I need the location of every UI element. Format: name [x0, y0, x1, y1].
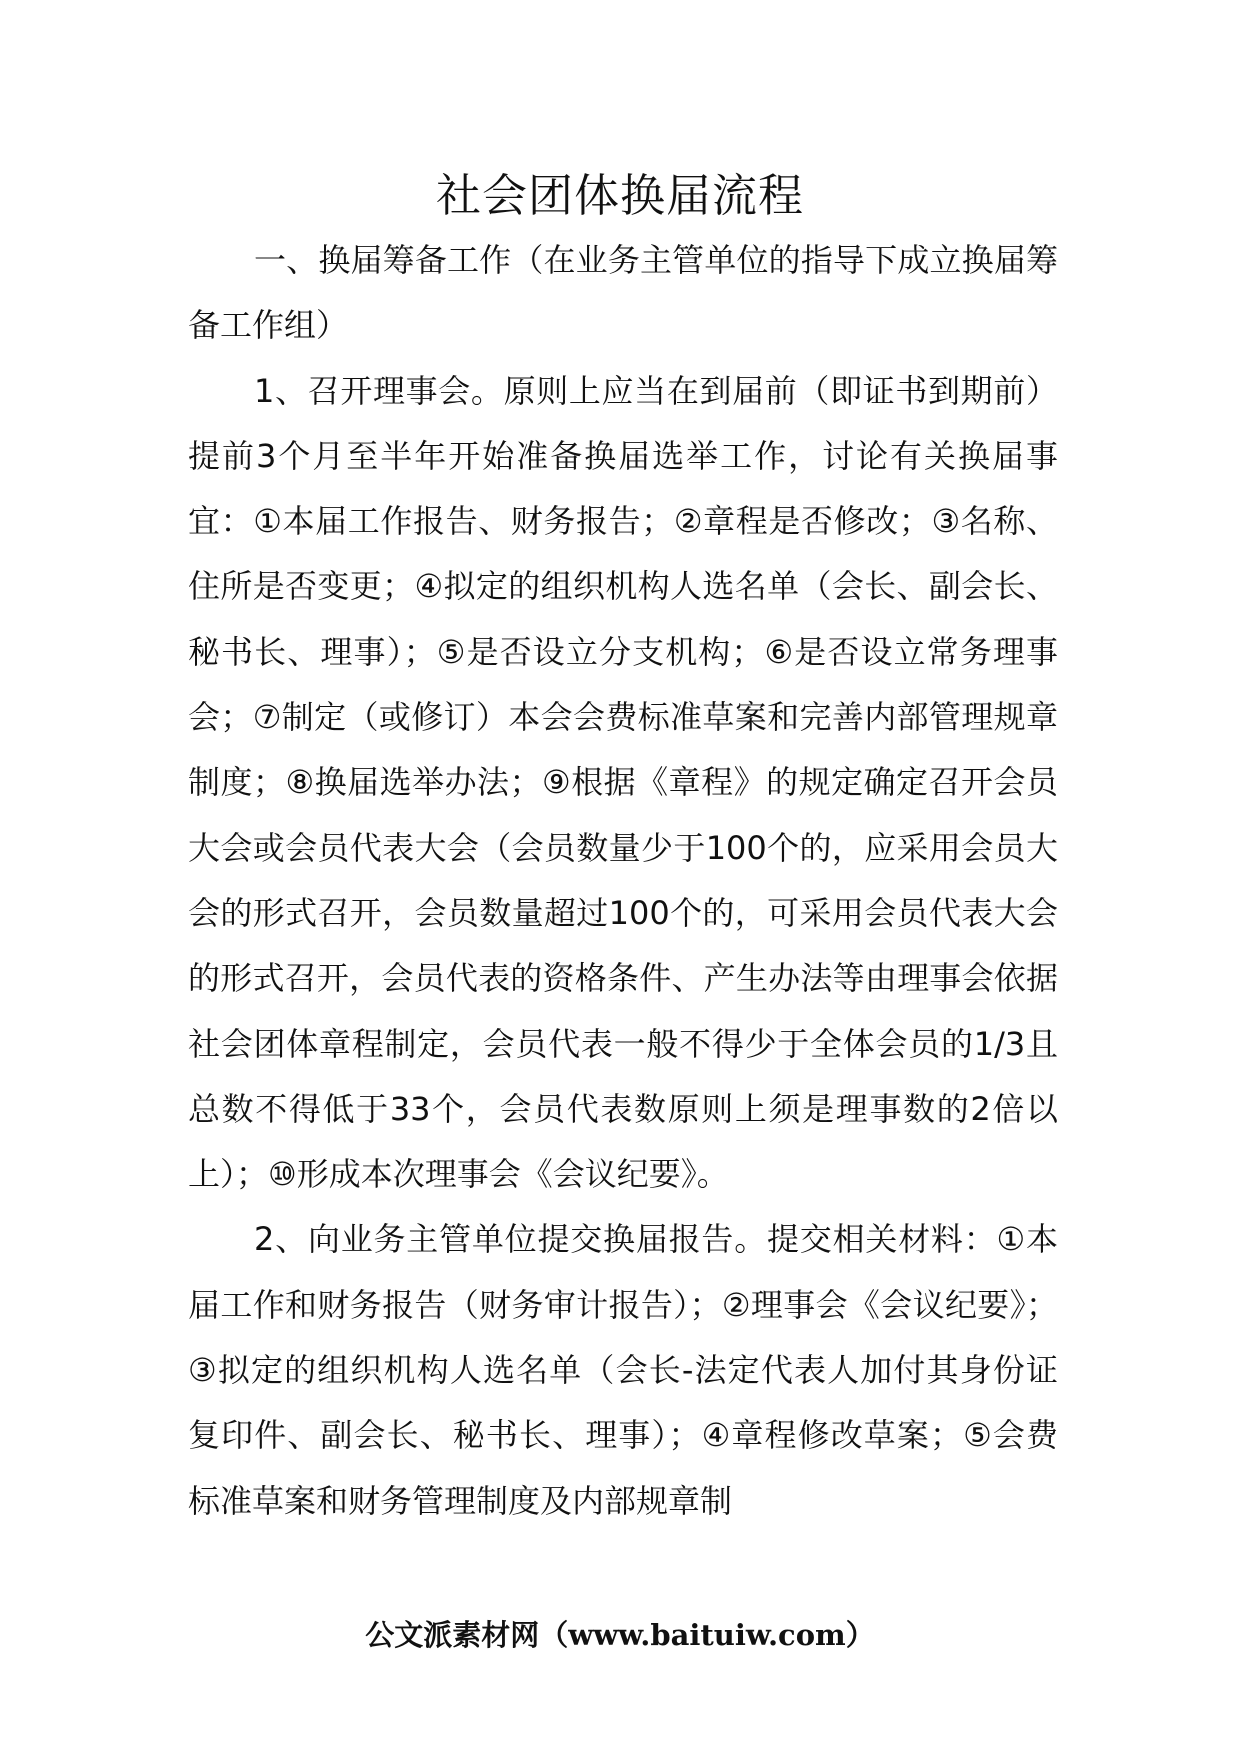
paragraph-1: 1、召开理事会。原则上应当在到届前（即证书到期前）提前3个月至半年开始准备换届选举工作，讨论有关换届事宜：①本届工作报告、财务报告；②章程是否修改；③名称、住所是否变更；④拟定的组织机构人选名单（会长、副会长、秘书长、理事）；⑤是否设立分支机构；⑥是否设立常务理事会；⑦制定（或修订）本会会费标准草案和完善内部管理规章制度；⑧换届选举办法；⑨根据《章程》的规定确定召开会员大会或会员代表大会（会员数量少于100个的，应采用会员大会的形式召开，会员数量超过100个的，可采用会员代表大会的形式召开，会员代表的资格条件、产生办法等由理事会依据社会团体章程制定，会员代表一般不得少于全体会员的1/3且总数不得低于33个，会员代表数原则上须是理事数的2倍以上）；⑩形成本次理事会《会议纪要》。 [188, 371, 1058, 1194]
document-body [188, 228, 1058, 1534]
section-heading: 一、换届筹备工作（在业务主管单位的指导下成立换届筹备工作组） [188, 241, 1058, 345]
footer-watermark: 公文派素材网（www.baituiw.com） [365, 1618, 875, 1652]
paragraph-2: 2、向业务主管单位提交换届报告。提交相关材料：①本届工作和财务报告（财务审计报告）；②理事会《会议纪要》；③拟定的组织机构人选名单（会长-法定代表人加付其身份证复印件、副会长、秘书长、理事）；④章程修改草案；⑤会费标准草案和财务管理制度及内部规章制 [188, 1220, 1058, 1520]
page-title: 社会团体换届流程 [435, 169, 804, 222]
